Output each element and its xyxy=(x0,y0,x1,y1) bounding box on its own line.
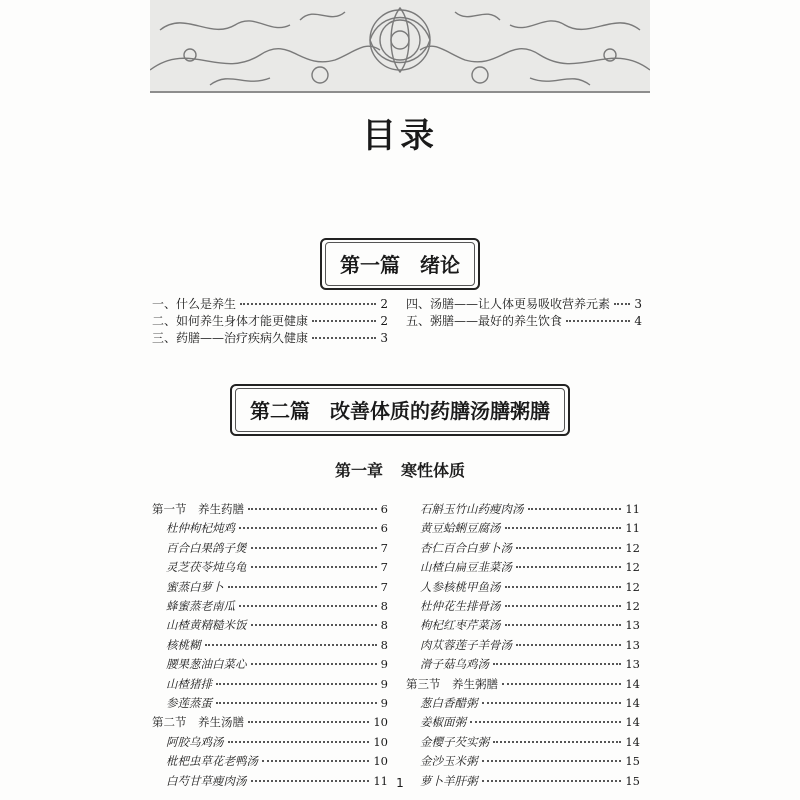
toc-entry-label: 杜仲花生排骨汤 xyxy=(420,599,501,614)
part1-heading xyxy=(0,238,800,290)
toc-entry-label: 滑子菇乌鸡汤 xyxy=(420,657,489,672)
toc-entry-label: 枇杷虫草花老鸭汤 xyxy=(166,754,258,769)
toc-entry-page: 7 xyxy=(380,579,388,594)
toc-entry-label: 阿胶乌鸡汤 xyxy=(166,734,224,749)
toc-entry-label: 杜仲枸杞炖鸡 xyxy=(166,521,235,536)
toc-entry-page: 2 xyxy=(380,297,388,311)
toc-entry-page: 15 xyxy=(625,773,640,788)
toc-entry-label: 二、如何养生身体才能更健康 xyxy=(152,314,309,328)
toc-entry[interactable] xyxy=(152,655,388,674)
toc-entry-page: 12 xyxy=(625,560,640,575)
toc-entry-page: 8 xyxy=(380,618,388,633)
toc-entry[interactable] xyxy=(406,597,640,616)
part1-toc-right xyxy=(406,296,642,330)
toc-entry[interactable] xyxy=(406,752,640,771)
toc-entry-label: 第一节 养生药膳 xyxy=(152,502,244,516)
toc-entry-page: 7 xyxy=(380,540,388,555)
toc-leader-dots xyxy=(482,760,622,762)
toc-entry-label: 四、汤膳——让人体更易吸收营养元素 xyxy=(406,297,611,311)
toc-entry[interactable] xyxy=(406,616,640,635)
toc-leader-dots xyxy=(516,566,621,568)
toc-leader-dots xyxy=(528,508,622,510)
toc-entry-label: 参莲蒸蛋 xyxy=(166,696,212,711)
toc-entry-page: 8 xyxy=(380,637,388,652)
toc-entry-page: 2 xyxy=(380,314,388,328)
toc-leader-dots xyxy=(505,605,622,607)
toc-entry[interactable] xyxy=(152,694,388,713)
chapter1-title: 寒性体质 xyxy=(401,461,466,480)
toc-entry-label: 山楂黄精糙米饭 xyxy=(166,618,247,633)
toc-entry[interactable] xyxy=(406,655,640,674)
toc-entry[interactable] xyxy=(406,313,642,330)
toc-entry[interactable] xyxy=(152,313,388,330)
part2-number: 第二篇 xyxy=(250,399,310,423)
toc-leader-dots xyxy=(239,605,377,607)
toc-entry-label: 肉苁蓉莲子羊骨汤 xyxy=(420,637,512,652)
toc-entry[interactable] xyxy=(152,616,388,635)
part2-title: 改善体质的药膳汤膳粥膳 xyxy=(330,399,550,423)
toc-leader-dots xyxy=(614,303,630,305)
toc-entry-page: 9 xyxy=(380,657,388,672)
toc-leader-dots xyxy=(502,683,621,685)
toc-entry[interactable] xyxy=(152,733,388,752)
chapter1-number: 第一章 xyxy=(334,461,383,480)
toc-leader-dots xyxy=(505,527,622,529)
toc-leader-dots xyxy=(239,527,377,529)
toc-entry-page: 10 xyxy=(373,715,388,730)
toc-entry-page: 11 xyxy=(373,773,388,788)
toc-entry-page: 12 xyxy=(625,599,640,614)
toc-leader-dots xyxy=(312,337,376,339)
toc-entry-page: 14 xyxy=(625,715,640,730)
toc-leader-dots xyxy=(505,586,622,588)
toc-entry-label: 五、粥膳——最好的养生饮食 xyxy=(406,314,563,328)
toc-entry[interactable] xyxy=(406,500,640,519)
part1-number: 第一篇 xyxy=(340,253,400,277)
floral-ornament-header xyxy=(150,0,650,92)
toc-entry-page: 14 xyxy=(625,734,640,749)
toc-entry-label: 萝卜羊肝粥 xyxy=(420,773,478,788)
toc-leader-dots xyxy=(216,683,377,685)
part1-toc-left xyxy=(152,296,388,347)
toc-leader-dots xyxy=(251,663,377,665)
toc-entry[interactable] xyxy=(152,752,388,771)
page-number: 1 xyxy=(396,776,404,790)
part1-title: 绪论 xyxy=(420,253,460,277)
toc-leader-dots xyxy=(251,624,377,626)
toc-entry-page: 9 xyxy=(380,676,388,691)
toc-entry-label: 山楂猪排 xyxy=(166,676,212,691)
toc-entry[interactable] xyxy=(152,558,388,577)
toc-entry[interactable] xyxy=(152,675,388,694)
toc-leader-dots xyxy=(516,547,621,549)
toc-leader-dots xyxy=(493,663,621,665)
toc-entry[interactable] xyxy=(406,694,640,713)
toc-entry-page: 3 xyxy=(380,331,388,345)
toc-entry-label: 杏仁百合白萝卜汤 xyxy=(420,540,512,555)
toc-entry[interactable] xyxy=(406,578,640,597)
toc-entry-page: 10 xyxy=(373,734,388,749)
toc-leader-dots xyxy=(240,303,376,305)
toc-leader-dots xyxy=(216,702,377,704)
toc-entry-label: 金樱子芡实粥 xyxy=(420,734,489,749)
toc-entry[interactable] xyxy=(406,713,640,732)
toc-entry[interactable] xyxy=(152,578,388,597)
toc-leader-dots xyxy=(248,721,369,723)
toc-entry[interactable] xyxy=(152,636,388,655)
toc-entry-label: 核桃糊 xyxy=(166,637,201,652)
toc-leader-dots xyxy=(505,624,622,626)
toc-entry[interactable] xyxy=(152,330,388,347)
toc-entry[interactable] xyxy=(152,500,388,519)
toc-leader-dots xyxy=(251,547,377,549)
toc-entry-page: 12 xyxy=(625,579,640,594)
toc-entry-label: 灵芝茯苓炖乌龟 xyxy=(166,560,247,575)
toc-leader-dots xyxy=(262,760,369,762)
toc-entry-label: 白芍甘草瘦肉汤 xyxy=(166,773,247,788)
toc-entry-page: 11 xyxy=(625,502,640,516)
toc-entry[interactable] xyxy=(406,558,640,577)
toc-entry[interactable] xyxy=(406,296,642,313)
toc-entry-page: 4 xyxy=(634,314,642,328)
toc-entry-page: 13 xyxy=(625,618,640,633)
toc-entry-label: 腰果葱油白菜心 xyxy=(166,657,247,672)
toc-entry-label: 葱白香醋粥 xyxy=(420,696,478,711)
toc-entry-page: 7 xyxy=(380,560,388,575)
toc-leader-dots xyxy=(205,644,377,646)
page-title: 目录 xyxy=(362,116,438,156)
floral-ornament-icon xyxy=(150,0,650,92)
toc-entry-label: 蜂蜜蒸老南瓜 xyxy=(166,599,235,614)
toc-entry-label: 一、什么是养生 xyxy=(152,297,237,311)
toc-leader-dots xyxy=(312,320,376,322)
toc-leader-dots xyxy=(516,644,621,646)
toc-entry-page: 15 xyxy=(625,754,640,769)
toc-entry-page: 12 xyxy=(625,540,640,555)
toc-entry-label: 人参核桃甲鱼汤 xyxy=(420,579,501,594)
part2-heading xyxy=(0,384,800,436)
toc-leader-dots xyxy=(482,702,622,704)
toc-entry-label: 第三节 养生粥膳 xyxy=(406,676,498,691)
toc-entry-label: 百合白果鸽子煲 xyxy=(166,540,247,555)
toc-entry-page: 6 xyxy=(380,502,388,516)
toc-entry[interactable] xyxy=(406,636,640,655)
toc-entry-page: 13 xyxy=(625,657,640,672)
toc-entry[interactable] xyxy=(406,539,640,558)
toc-leader-dots xyxy=(493,741,621,743)
toc-entry[interactable] xyxy=(406,733,640,752)
toc-entry[interactable] xyxy=(152,539,388,558)
chapter1-toc-left xyxy=(152,500,388,791)
toc-entry-page: 6 xyxy=(380,521,388,536)
toc-entry[interactable] xyxy=(152,296,388,313)
toc-entry[interactable] xyxy=(406,675,640,694)
toc-leader-dots xyxy=(566,320,630,322)
toc-entry-label: 蜜蒸白萝卜 xyxy=(166,579,224,594)
toc-leader-dots xyxy=(228,741,370,743)
toc-entry-label: 枸杞红枣芹菜汤 xyxy=(420,618,501,633)
toc-leader-dots xyxy=(470,721,621,723)
toc-entry[interactable] xyxy=(152,597,388,616)
toc-entry-label: 山楂白扁豆韭菜汤 xyxy=(420,560,512,575)
toc-entry-label: 姜椒面粥 xyxy=(420,715,466,730)
toc-entry-page: 9 xyxy=(380,696,388,711)
toc-entry-page: 13 xyxy=(625,637,640,652)
toc-entry-page: 14 xyxy=(625,696,640,711)
toc-entry-label: 黄豆蛤蜊豆腐汤 xyxy=(420,521,501,536)
toc-entry-page: 3 xyxy=(634,297,642,311)
toc-entry-label: 三、药膳——治疗疾病久健康 xyxy=(152,331,309,345)
toc-entry[interactable] xyxy=(152,519,388,538)
toc-entry-label: 金沙玉米粥 xyxy=(420,754,478,769)
toc-entry-page: 14 xyxy=(625,676,640,691)
toc-leader-dots xyxy=(228,586,377,588)
chapter1-heading xyxy=(0,458,800,481)
toc-entry-page: 10 xyxy=(373,754,388,769)
ornament-divider xyxy=(150,91,650,93)
toc-leader-dots xyxy=(248,508,377,510)
toc-entry-label: 石斛玉竹山药瘦肉汤 xyxy=(420,502,524,516)
toc-leader-dots xyxy=(251,566,377,568)
chapter1-toc-right xyxy=(406,500,640,791)
toc-entry-page: 11 xyxy=(625,521,640,536)
toc-entry[interactable] xyxy=(152,713,388,732)
toc-entry[interactable] xyxy=(406,519,640,538)
toc-entry-label: 第二节 养生汤膳 xyxy=(152,715,244,730)
toc-entry-page: 8 xyxy=(380,599,388,614)
